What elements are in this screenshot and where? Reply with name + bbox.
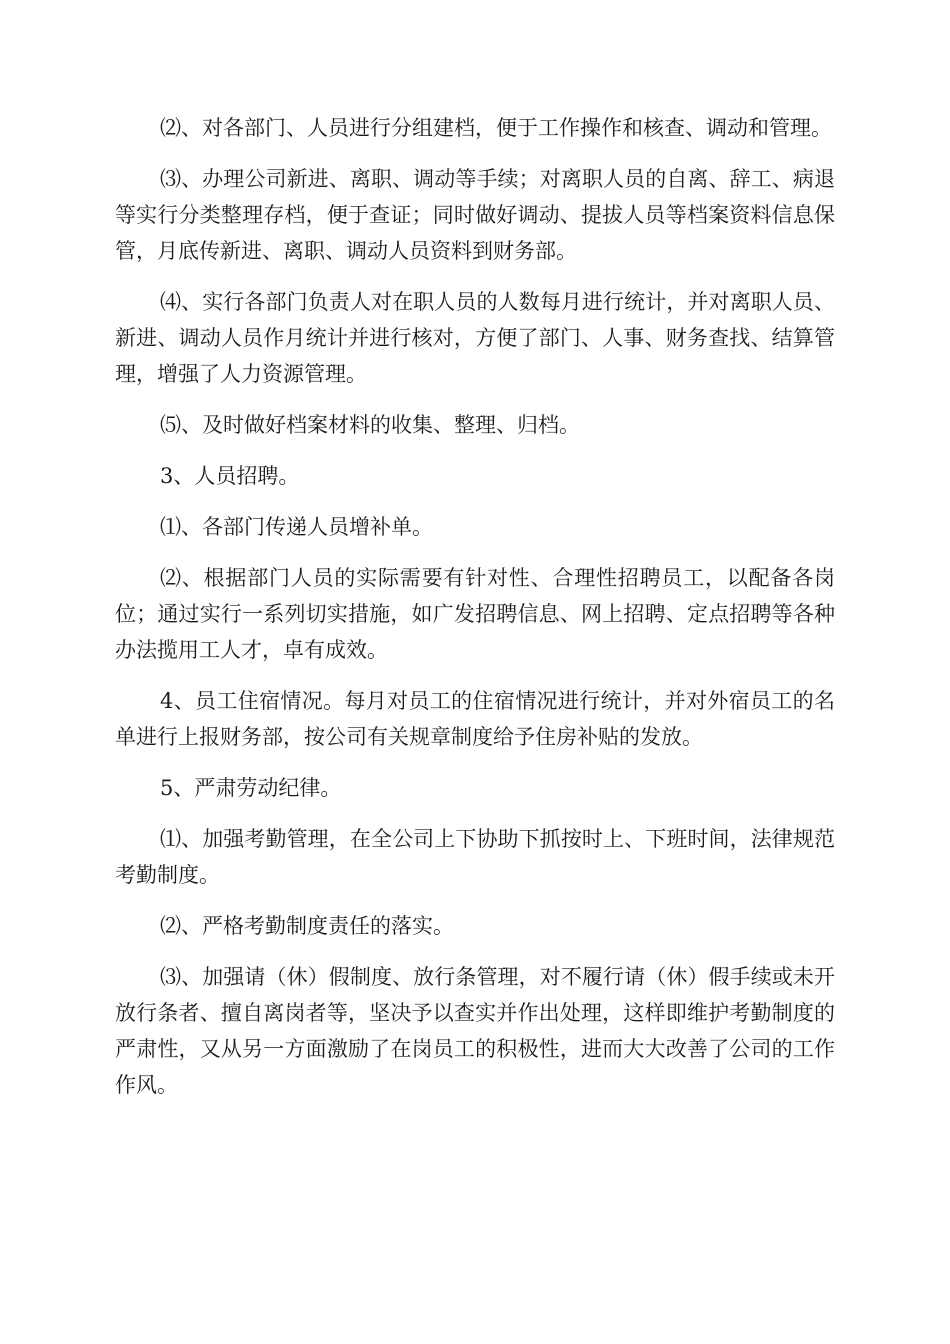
document-body [115,110,835,1118]
paragraph-staffing-request: ⑴、各部门传递人员增补单。 [160,515,433,539]
paragraph-personnel-procedures: ⑶、办理公司新进、离职、调动等手续；对离职人员的自离、辞工、病退等实行分类整理存档，便于查证；同时做好调动、提拔人员等档案资料信息保管，月底传新进、离职、调动人员资料到财务部。 [115,167,835,263]
paragraph-attendance-management: ⑴、加强考勤管理，在全公司上下协助下抓按时上、下班时间，法律规范考勤制度。 [115,827,835,887]
paragraph-accommodation: 4、员工住宿情况。每月对员工的住宿情况进行统计，并对外宿员工的名单进行上报财务部，按公司有关规章制度给予住房补贴的发放。 [115,689,835,749]
paragraph-monthly-statistics: ⑷、实行各部门负责人对在职人员的人数每月进行统计，并对离职人员、新进、调动人员作月统计并进行核对，方便了部门、人事、财务查找、结算管理，增强了人力资源管理。 [115,290,835,386]
paragraph-file-collection: ⑸、及时做好档案材料的收集、整理、归档。 [160,413,580,437]
paragraph-archiving-groups: ⑵、对各部门、人员进行分组建档，便于工作操作和核查、调动和管理。 [160,116,832,140]
section-heading-recruitment: 3、人员招聘。 [160,464,300,488]
paragraph-attendance-responsibility: ⑵、严格考勤制度责任的落实。 [160,914,454,938]
paragraph-recruitment-measures: ⑵、根据部门人员的实际需要有针对性、合理性招聘员工，以配备各岗位；通过实行一系列切实措施，如广发招聘信息、网上招聘、定点招聘等各种办法揽用工人才，卓有成效。 [115,566,835,662]
paragraph-leave-management: ⑶、加强请（休）假制度、放行条管理，对不履行请（休）假手续或未开放行条者、擅自离岗者等，坚决予以查实并作出处理，这样即维护考勤制度的严肃性，又从另一方面激励了在岗员工的积极性，进而大大改善了公司的工作作风。 [115,965,835,1097]
section-heading-labor-discipline: 5、严肃劳动纪律。 [160,776,342,800]
